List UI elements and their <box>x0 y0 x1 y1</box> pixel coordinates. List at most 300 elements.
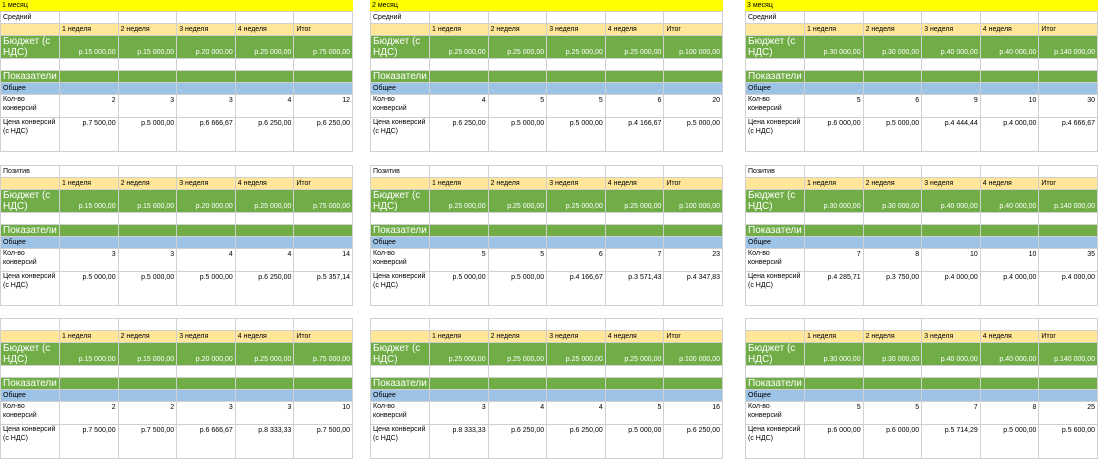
budget-label[interactable]: Бюджет (с НДС) <box>746 190 805 213</box>
week-header[interactable]: 4 неделя <box>980 331 1039 343</box>
price-value[interactable]: р.4 166,67 <box>605 118 664 152</box>
empty-cell[interactable] <box>746 366 805 378</box>
budget-value[interactable]: р.30 000,00 <box>863 343 922 366</box>
empty-cell[interactable] <box>980 390 1039 402</box>
week-header[interactable]: 3 неделя <box>922 331 981 343</box>
empty-cell[interactable] <box>664 213 723 225</box>
empty-cell[interactable] <box>430 390 489 402</box>
budget-value[interactable]: р.40 000,00 <box>980 36 1039 59</box>
conversions-value[interactable]: 12 <box>294 95 353 118</box>
empty-cell[interactable] <box>863 378 922 390</box>
conversions-value[interactable]: 6 <box>863 95 922 118</box>
budget-label[interactable]: Бюджет (с НДС) <box>371 36 430 59</box>
budget-value[interactable]: р.25 000,00 <box>605 36 664 59</box>
budget-value[interactable]: р.75 000,00 <box>294 36 353 59</box>
empty-cell[interactable] <box>294 71 353 83</box>
empty-cell[interactable] <box>547 319 606 331</box>
empty-cell[interactable] <box>863 12 922 24</box>
empty-cell[interactable] <box>863 225 922 237</box>
empty-cell[interactable] <box>1 331 60 343</box>
empty-cell[interactable] <box>805 237 864 249</box>
price-value[interactable]: р.6 250,00 <box>664 425 723 459</box>
price-label[interactable]: Цена конверсий (с НДС) <box>371 272 430 306</box>
empty-cell[interactable] <box>980 213 1039 225</box>
conversions-value[interactable]: 7 <box>922 402 981 425</box>
week-header[interactable]: 2 неделя <box>118 178 177 190</box>
budget-value[interactable]: р.75 000,00 <box>294 343 353 366</box>
budget-value[interactable]: р.25 000,00 <box>605 190 664 213</box>
price-value[interactable]: р.6 250,00 <box>488 425 547 459</box>
empty-cell[interactable] <box>547 237 606 249</box>
budget-label[interactable]: Бюджет (с НДС) <box>1 36 60 59</box>
budget-value[interactable]: р.25 000,00 <box>488 36 547 59</box>
empty-cell[interactable] <box>605 378 664 390</box>
price-label[interactable]: Цена конверсий (с НДС) <box>371 118 430 152</box>
empty-cell[interactable] <box>1039 225 1098 237</box>
empty-cell[interactable] <box>430 366 489 378</box>
empty-cell[interactable] <box>118 366 177 378</box>
empty-cell[interactable] <box>547 71 606 83</box>
general-label[interactable]: Общее <box>746 237 805 249</box>
empty-cell[interactable] <box>605 213 664 225</box>
indicators-label[interactable]: Показатели <box>1 378 60 390</box>
week-header[interactable]: 1 неделя <box>60 331 119 343</box>
empty-cell[interactable] <box>118 71 177 83</box>
month-title[interactable]: 3 месяц <box>745 0 1098 11</box>
empty-cell[interactable] <box>664 319 723 331</box>
week-header[interactable]: 2 неделя <box>118 331 177 343</box>
budget-value[interactable]: р.40 000,00 <box>980 190 1039 213</box>
empty-cell[interactable] <box>294 59 353 71</box>
empty-cell[interactable] <box>980 59 1039 71</box>
budget-value[interactable]: р.20 000,00 <box>177 36 236 59</box>
budget-value[interactable]: р.15 000,00 <box>60 343 119 366</box>
empty-cell[interactable] <box>605 59 664 71</box>
price-value[interactable]: р.6 000,00 <box>863 425 922 459</box>
general-label[interactable]: Общее <box>746 390 805 402</box>
week-header[interactable]: Итог <box>664 178 723 190</box>
empty-cell[interactable] <box>235 225 294 237</box>
week-header[interactable]: 1 неделя <box>805 331 864 343</box>
week-header[interactable]: Итог <box>1039 178 1098 190</box>
empty-cell[interactable] <box>922 366 981 378</box>
empty-cell[interactable] <box>664 390 723 402</box>
empty-cell[interactable] <box>294 390 353 402</box>
empty-cell[interactable] <box>1039 12 1098 24</box>
scenario-label[interactable]: Негатив <box>1 319 60 331</box>
empty-cell[interactable] <box>430 237 489 249</box>
indicators-label[interactable]: Показатели <box>371 71 430 83</box>
empty-cell[interactable] <box>922 237 981 249</box>
conversions-value[interactable]: 4 <box>235 249 294 272</box>
price-label[interactable]: Цена конверсий (с НДС) <box>1 272 60 306</box>
empty-cell[interactable] <box>235 213 294 225</box>
price-value[interactable]: р.7 500,00 <box>60 118 119 152</box>
empty-cell[interactable] <box>488 366 547 378</box>
budget-label[interactable]: Бюджет (с НДС) <box>746 343 805 366</box>
price-value[interactable]: р.6 000,00 <box>805 118 864 152</box>
empty-cell[interactable] <box>746 178 805 190</box>
empty-cell[interactable] <box>118 213 177 225</box>
price-value[interactable]: р.5 000,00 <box>664 118 723 152</box>
empty-cell[interactable] <box>605 237 664 249</box>
conversions-value[interactable]: 5 <box>547 95 606 118</box>
empty-cell[interactable] <box>371 213 430 225</box>
indicators-label[interactable]: Показатели <box>746 378 805 390</box>
empty-cell[interactable] <box>980 71 1039 83</box>
empty-cell[interactable] <box>805 213 864 225</box>
empty-cell[interactable] <box>235 166 294 178</box>
price-value[interactable]: р.4 000,00 <box>922 272 981 306</box>
week-header[interactable]: 2 неделя <box>488 178 547 190</box>
week-header[interactable]: Итог <box>664 331 723 343</box>
empty-cell[interactable] <box>746 331 805 343</box>
budget-value[interactable]: р.25 000,00 <box>488 190 547 213</box>
general-label[interactable]: Общее <box>371 237 430 249</box>
budget-label[interactable]: Бюджет (с НДС) <box>746 36 805 59</box>
week-header[interactable]: Итог <box>1039 331 1098 343</box>
general-label[interactable]: Общее <box>746 83 805 95</box>
empty-cell[interactable] <box>664 12 723 24</box>
empty-cell[interactable] <box>1039 59 1098 71</box>
conversions-value[interactable]: 6 <box>605 95 664 118</box>
budget-value[interactable]: р.20 000,00 <box>177 343 236 366</box>
empty-cell[interactable] <box>60 225 119 237</box>
conversions-label[interactable]: Кол-во конверсий <box>746 249 805 272</box>
price-value[interactable]: р.4 000,00 <box>980 272 1039 306</box>
empty-cell[interactable] <box>294 225 353 237</box>
empty-cell[interactable] <box>863 366 922 378</box>
scenario-label[interactable]: Негатив <box>371 319 430 331</box>
empty-cell[interactable] <box>60 366 119 378</box>
price-value[interactable]: р.5 714,29 <box>922 425 981 459</box>
empty-cell[interactable] <box>863 83 922 95</box>
empty-cell[interactable] <box>805 390 864 402</box>
scenario-label[interactable]: Негатив <box>746 319 805 331</box>
empty-cell[interactable] <box>430 12 489 24</box>
empty-cell[interactable] <box>294 378 353 390</box>
empty-cell[interactable] <box>294 166 353 178</box>
price-value[interactable]: р.5 357,14 <box>294 272 353 306</box>
budget-value[interactable]: р.140 000,00 <box>1039 343 1098 366</box>
empty-cell[interactable] <box>430 225 489 237</box>
empty-cell[interactable] <box>177 166 236 178</box>
empty-cell[interactable] <box>430 83 489 95</box>
empty-cell[interactable] <box>488 213 547 225</box>
empty-cell[interactable] <box>1039 390 1098 402</box>
conversions-value[interactable]: 35 <box>1039 249 1098 272</box>
general-label[interactable]: Общее <box>1 390 60 402</box>
week-header[interactable]: Итог <box>664 24 723 36</box>
empty-cell[interactable] <box>1 213 60 225</box>
conversions-label[interactable]: Кол-во конверсий <box>371 249 430 272</box>
empty-cell[interactable] <box>805 12 864 24</box>
empty-cell[interactable] <box>1 59 60 71</box>
empty-cell[interactable] <box>980 166 1039 178</box>
empty-cell[interactable] <box>177 390 236 402</box>
empty-cell[interactable] <box>118 225 177 237</box>
week-header[interactable]: 4 неделя <box>235 24 294 36</box>
price-value[interactable]: р.5 000,00 <box>547 118 606 152</box>
empty-cell[interactable] <box>863 166 922 178</box>
price-value[interactable]: р.4 285,71 <box>805 272 864 306</box>
general-label[interactable]: Общее <box>1 83 60 95</box>
week-header[interactable]: 1 неделя <box>805 178 864 190</box>
week-header[interactable]: 1 неделя <box>430 178 489 190</box>
empty-cell[interactable] <box>547 390 606 402</box>
conversions-value[interactable]: 5 <box>805 95 864 118</box>
empty-cell[interactable] <box>488 237 547 249</box>
empty-cell[interactable] <box>605 390 664 402</box>
empty-cell[interactable] <box>922 319 981 331</box>
week-header[interactable]: 1 неделя <box>430 331 489 343</box>
empty-cell[interactable] <box>605 83 664 95</box>
conversions-value[interactable]: 5 <box>605 402 664 425</box>
conversions-value[interactable]: 10 <box>294 402 353 425</box>
price-value[interactable]: р.6 250,00 <box>235 272 294 306</box>
conversions-value[interactable]: 5 <box>488 95 547 118</box>
empty-cell[interactable] <box>118 237 177 249</box>
empty-cell[interactable] <box>605 166 664 178</box>
empty-cell[interactable] <box>294 12 353 24</box>
empty-cell[interactable] <box>177 237 236 249</box>
price-value[interactable]: р.6 250,00 <box>430 118 489 152</box>
empty-cell[interactable] <box>547 366 606 378</box>
empty-cell[interactable] <box>805 319 864 331</box>
week-header[interactable]: 1 неделя <box>805 24 864 36</box>
empty-cell[interactable] <box>488 390 547 402</box>
empty-cell[interactable] <box>547 12 606 24</box>
price-value[interactable]: р.6 250,00 <box>235 118 294 152</box>
empty-cell[interactable] <box>863 71 922 83</box>
month-title[interactable]: 2 месяц <box>370 0 723 11</box>
empty-cell[interactable] <box>1039 166 1098 178</box>
price-value[interactable]: р.5 600,00 <box>1039 425 1098 459</box>
empty-cell[interactable] <box>177 83 236 95</box>
empty-cell[interactable] <box>177 213 236 225</box>
empty-cell[interactable] <box>805 378 864 390</box>
empty-cell[interactable] <box>805 59 864 71</box>
empty-cell[interactable] <box>177 225 236 237</box>
conversions-label[interactable]: Кол-во конверсий <box>1 249 60 272</box>
empty-cell[interactable] <box>488 59 547 71</box>
budget-value[interactable]: р.100 000,00 <box>664 343 723 366</box>
empty-cell[interactable] <box>1039 378 1098 390</box>
empty-cell[interactable] <box>805 225 864 237</box>
empty-cell[interactable] <box>488 71 547 83</box>
empty-cell[interactable] <box>547 166 606 178</box>
budget-value[interactable]: р.25 000,00 <box>235 190 294 213</box>
week-header[interactable]: 2 неделя <box>863 24 922 36</box>
conversions-value[interactable]: 5 <box>430 249 489 272</box>
week-header[interactable]: 3 неделя <box>922 178 981 190</box>
price-label[interactable]: Цена конверсий (с НДС) <box>1 118 60 152</box>
indicators-label[interactable]: Показатели <box>371 378 430 390</box>
empty-cell[interactable] <box>371 59 430 71</box>
budget-value[interactable]: р.25 000,00 <box>430 343 489 366</box>
conversions-value[interactable]: 5 <box>863 402 922 425</box>
indicators-label[interactable]: Показатели <box>746 71 805 83</box>
budget-label[interactable]: Бюджет (с НДС) <box>371 343 430 366</box>
empty-cell[interactable] <box>980 378 1039 390</box>
empty-cell[interactable] <box>664 59 723 71</box>
indicators-label[interactable]: Показатели <box>1 225 60 237</box>
empty-cell[interactable] <box>1039 71 1098 83</box>
budget-value[interactable]: р.30 000,00 <box>805 343 864 366</box>
budget-label[interactable]: Бюджет (с НДС) <box>371 190 430 213</box>
price-value[interactable]: р.4 444,44 <box>922 118 981 152</box>
week-header[interactable]: 1 неделя <box>60 178 119 190</box>
empty-cell[interactable] <box>235 378 294 390</box>
budget-value[interactable]: р.25 000,00 <box>235 36 294 59</box>
conversions-value[interactable]: 4 <box>430 95 489 118</box>
empty-cell[interactable] <box>1039 213 1098 225</box>
conversions-value[interactable]: 3 <box>118 95 177 118</box>
price-value[interactable]: р.5 000,00 <box>60 272 119 306</box>
empty-cell[interactable] <box>980 237 1039 249</box>
budget-value[interactable]: р.40 000,00 <box>922 343 981 366</box>
empty-cell[interactable] <box>118 378 177 390</box>
empty-cell[interactable] <box>1 24 60 36</box>
empty-cell[interactable] <box>605 225 664 237</box>
empty-cell[interactable] <box>60 166 119 178</box>
budget-value[interactable]: р.25 000,00 <box>430 36 489 59</box>
price-value[interactable]: р.3 571,43 <box>605 272 664 306</box>
empty-cell[interactable] <box>294 83 353 95</box>
empty-cell[interactable] <box>863 390 922 402</box>
conversions-value[interactable]: 3 <box>177 402 236 425</box>
price-label[interactable]: Цена конверсий (с НДС) <box>1 425 60 459</box>
empty-cell[interactable] <box>664 366 723 378</box>
week-header[interactable]: 4 неделя <box>605 24 664 36</box>
budget-value[interactable]: р.25 000,00 <box>488 343 547 366</box>
budget-value[interactable]: р.40 000,00 <box>922 190 981 213</box>
empty-cell[interactable] <box>805 71 864 83</box>
empty-cell[interactable] <box>746 213 805 225</box>
empty-cell[interactable] <box>430 59 489 71</box>
week-header[interactable]: 2 неделя <box>863 178 922 190</box>
week-header[interactable]: 3 неделя <box>177 24 236 36</box>
empty-cell[interactable] <box>1039 83 1098 95</box>
week-header[interactable]: 3 неделя <box>547 178 606 190</box>
price-value[interactable]: р.5 000,00 <box>488 272 547 306</box>
empty-cell[interactable] <box>294 319 353 331</box>
scenario-label[interactable]: Средний <box>1 12 60 24</box>
price-label[interactable]: Цена конверсий (с НДС) <box>371 425 430 459</box>
empty-cell[interactable] <box>1 366 60 378</box>
conversions-value[interactable]: 4 <box>235 95 294 118</box>
empty-cell[interactable] <box>177 12 236 24</box>
conversions-value[interactable]: 25 <box>1039 402 1098 425</box>
empty-cell[interactable] <box>863 59 922 71</box>
week-header[interactable]: 3 неделя <box>177 331 236 343</box>
empty-cell[interactable] <box>430 319 489 331</box>
conversions-value[interactable]: 3 <box>118 249 177 272</box>
empty-cell[interactable] <box>605 366 664 378</box>
empty-cell[interactable] <box>371 331 430 343</box>
price-value[interactable]: р.8 333,33 <box>235 425 294 459</box>
price-value[interactable]: р.6 250,00 <box>547 425 606 459</box>
week-header[interactable]: Итог <box>294 331 353 343</box>
week-header[interactable]: 3 неделя <box>177 178 236 190</box>
conversions-value[interactable]: 7 <box>605 249 664 272</box>
empty-cell[interactable] <box>488 12 547 24</box>
week-header[interactable]: 4 неделя <box>605 178 664 190</box>
budget-value[interactable]: р.75 000,00 <box>294 190 353 213</box>
empty-cell[interactable] <box>60 319 119 331</box>
price-label[interactable]: Цена конверсий (с НДС) <box>746 425 805 459</box>
empty-cell[interactable] <box>371 366 430 378</box>
conversions-value[interactable]: 2 <box>118 402 177 425</box>
budget-value[interactable]: р.40 000,00 <box>922 36 981 59</box>
empty-cell[interactable] <box>863 237 922 249</box>
week-header[interactable]: 4 неделя <box>235 331 294 343</box>
empty-cell[interactable] <box>430 378 489 390</box>
price-value[interactable]: р.7 500,00 <box>60 425 119 459</box>
price-value[interactable]: р.8 333,33 <box>430 425 489 459</box>
budget-value[interactable]: р.15 000,00 <box>118 343 177 366</box>
empty-cell[interactable] <box>547 213 606 225</box>
empty-cell[interactable] <box>488 83 547 95</box>
empty-cell[interactable] <box>547 83 606 95</box>
conversions-value[interactable]: 3 <box>235 402 294 425</box>
empty-cell[interactable] <box>863 319 922 331</box>
empty-cell[interactable] <box>294 237 353 249</box>
empty-cell[interactable] <box>922 225 981 237</box>
empty-cell[interactable] <box>60 59 119 71</box>
week-header[interactable]: 2 неделя <box>863 331 922 343</box>
empty-cell[interactable] <box>488 166 547 178</box>
budget-value[interactable]: р.30 000,00 <box>805 36 864 59</box>
empty-cell[interactable] <box>1039 237 1098 249</box>
scenario-label[interactable]: Средний <box>371 12 430 24</box>
price-value[interactable]: р.4 000,00 <box>1039 272 1098 306</box>
conversions-value[interactable]: 23 <box>664 249 723 272</box>
conversions-label[interactable]: Кол-во конверсий <box>1 402 60 425</box>
empty-cell[interactable] <box>430 213 489 225</box>
indicators-label[interactable]: Показатели <box>746 225 805 237</box>
conversions-value[interactable]: 10 <box>980 95 1039 118</box>
price-value[interactable]: р.4 666,67 <box>1039 118 1098 152</box>
budget-value[interactable]: р.25 000,00 <box>547 190 606 213</box>
empty-cell[interactable] <box>118 390 177 402</box>
budget-value[interactable]: р.25 000,00 <box>605 343 664 366</box>
price-value[interactable]: р.4 347,83 <box>664 272 723 306</box>
empty-cell[interactable] <box>60 237 119 249</box>
empty-cell[interactable] <box>547 59 606 71</box>
empty-cell[interactable] <box>235 237 294 249</box>
week-header[interactable]: 4 неделя <box>235 178 294 190</box>
empty-cell[interactable] <box>664 225 723 237</box>
conversions-value[interactable]: 16 <box>664 402 723 425</box>
scenario-label[interactable]: Позитив <box>371 166 430 178</box>
empty-cell[interactable] <box>922 166 981 178</box>
empty-cell[interactable] <box>922 83 981 95</box>
empty-cell[interactable] <box>118 83 177 95</box>
price-value[interactable]: р.3 750,00 <box>863 272 922 306</box>
price-value[interactable]: р.6 000,00 <box>805 425 864 459</box>
empty-cell[interactable] <box>60 390 119 402</box>
conversions-label[interactable]: Кол-во конверсий <box>371 95 430 118</box>
budget-value[interactable]: р.25 000,00 <box>430 190 489 213</box>
conversions-value[interactable]: 6 <box>547 249 606 272</box>
empty-cell[interactable] <box>980 225 1039 237</box>
empty-cell[interactable] <box>664 83 723 95</box>
budget-value[interactable]: р.15 000,00 <box>118 190 177 213</box>
empty-cell[interactable] <box>235 390 294 402</box>
budget-value[interactable]: р.30 000,00 <box>863 36 922 59</box>
budget-value[interactable]: р.20 000,00 <box>177 190 236 213</box>
